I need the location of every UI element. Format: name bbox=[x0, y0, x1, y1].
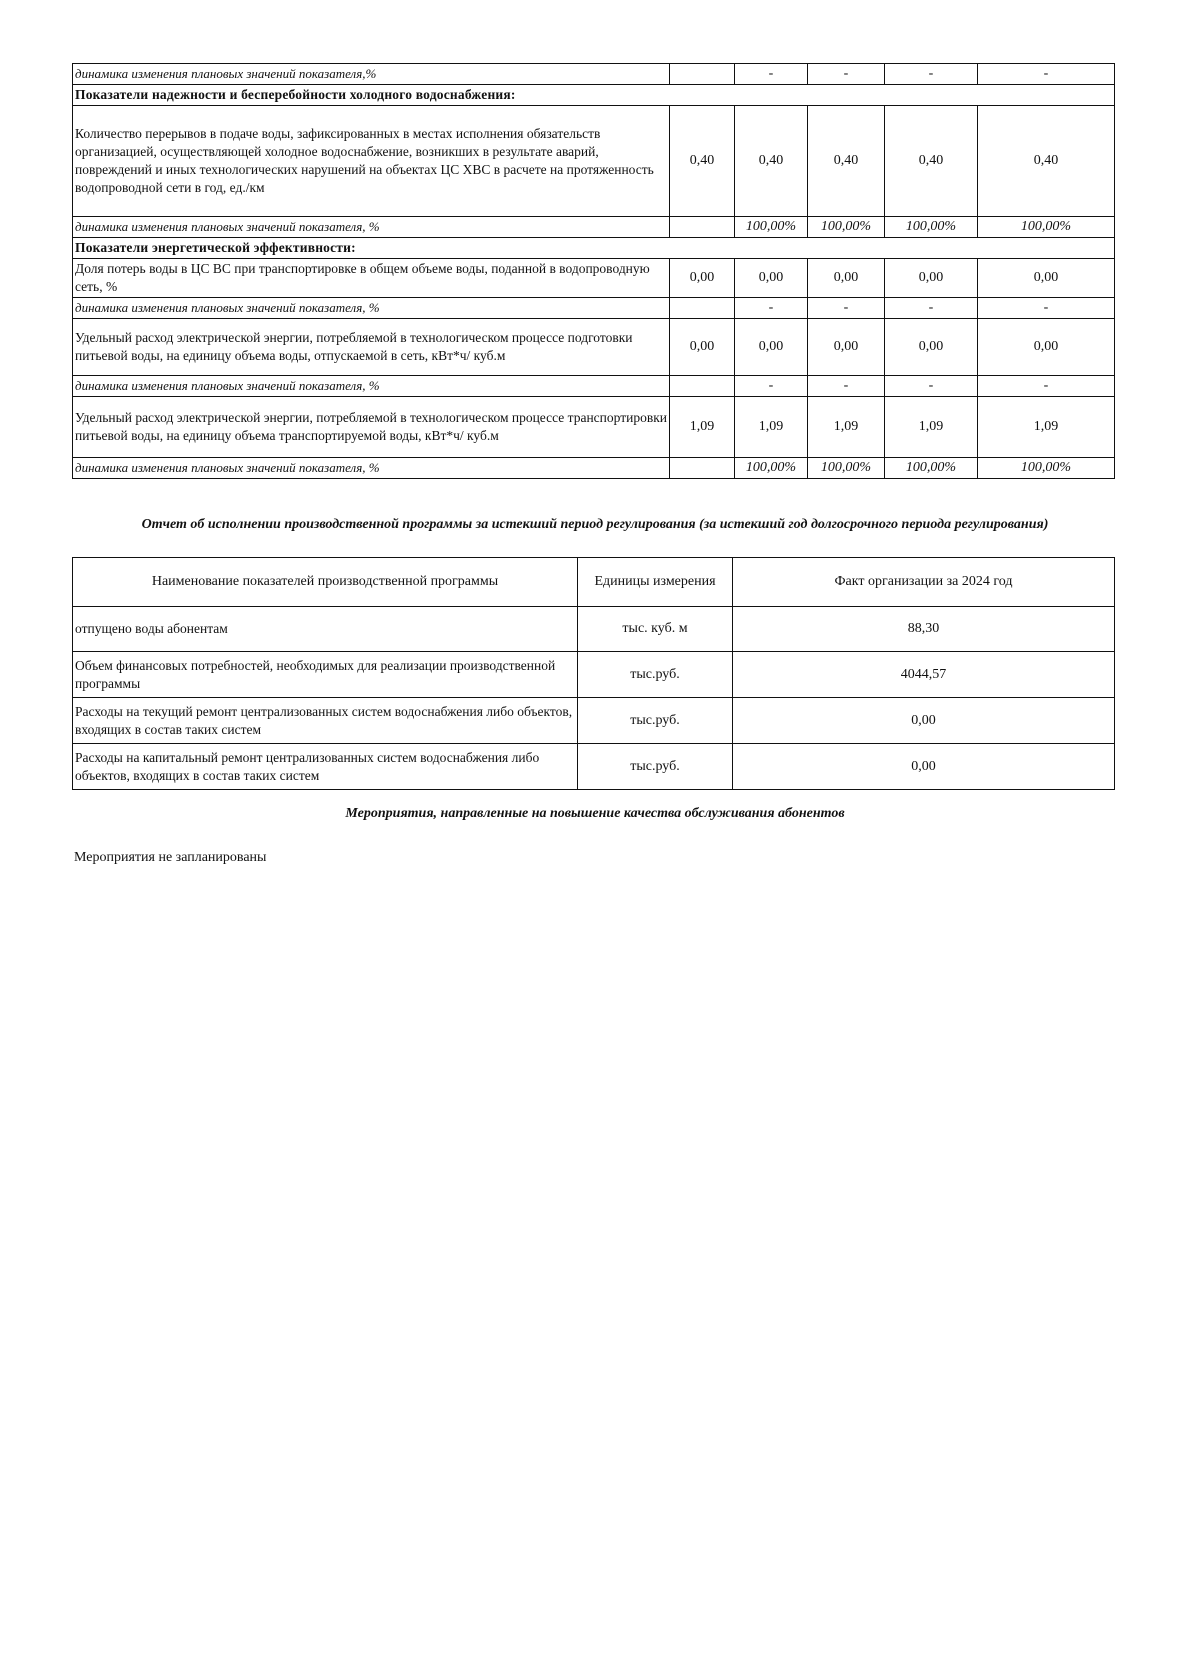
value-cell: 0,00 bbox=[978, 259, 1115, 298]
value-cell: - bbox=[978, 298, 1115, 319]
indicator-row bbox=[73, 259, 1115, 298]
value-cell: 0,40 bbox=[735, 106, 808, 217]
value-cell: 100,00% bbox=[735, 217, 808, 238]
row-label: динамика изменения плановых значений показателя, % bbox=[73, 217, 670, 238]
section-heading-reliability: Показатели надежности и бесперебойности холодного водоснабжения: bbox=[73, 85, 1115, 106]
section-heading-energy: Показатели энергетической эффективности: bbox=[73, 238, 1115, 259]
dynamics-row bbox=[73, 458, 1115, 479]
value-cell: 0,00 bbox=[670, 319, 735, 376]
fact-cell: 0,00 bbox=[733, 698, 1115, 744]
value-cell: 1,09 bbox=[808, 397, 885, 458]
indicator-name: Расходы на текущий ремонт централизованных систем водоснабжения либо объектов, входящих в состав таких систем bbox=[73, 698, 578, 744]
indicator-label: Количество перерывов в подаче воды, зафиксированных в местах исполнения обязательств организацией, осуществляющей холодное водоснабжение, возникших в результате аварий, повреждений и иных технологических нарушений на объектах ЦС ХВС в расчете на протяженность водопроводной сети в год, ед./км bbox=[73, 106, 670, 217]
header-fact: Факт организации за 2024 год bbox=[733, 558, 1115, 607]
value-cell: 0,00 bbox=[978, 319, 1115, 376]
indicator-name: отпущено воды абонентам bbox=[73, 607, 578, 652]
value-cell: 0,40 bbox=[978, 106, 1115, 217]
value-cell: 0,40 bbox=[670, 106, 735, 217]
unit-cell: тыс.руб. bbox=[578, 652, 733, 698]
value-cell: 0,00 bbox=[885, 319, 978, 376]
value-cell: - bbox=[735, 64, 808, 85]
indicator-label: Удельный расход электрической энергии, потребляемой в технологическом процессе транспортировки питьевой воды, на единицу объема транспортируемой воды, кВт*ч/ куб.м bbox=[73, 397, 670, 458]
measures-title: Мероприятия, направленные на повышение качества обслуживания абонентов bbox=[345, 806, 845, 821]
value-cell: 0,40 bbox=[808, 106, 885, 217]
indicators-table bbox=[72, 63, 1115, 479]
value-cell: - bbox=[735, 298, 808, 319]
value-cell: 100,00% bbox=[735, 458, 808, 479]
value-cell: - bbox=[808, 64, 885, 85]
dynamics-row bbox=[73, 298, 1115, 319]
value-cell: 0,00 bbox=[670, 259, 735, 298]
value-cell: 0,00 bbox=[808, 259, 885, 298]
value-cell: 100,00% bbox=[808, 458, 885, 479]
row-label: динамика изменения плановых значений показателя,% bbox=[73, 64, 670, 85]
dynamics-row bbox=[73, 217, 1115, 238]
row-label: динамика изменения плановых значений показателя, % bbox=[73, 458, 670, 479]
value-cell: 100,00% bbox=[978, 217, 1115, 238]
value-cell bbox=[670, 217, 735, 238]
value-cell: 0,00 bbox=[735, 319, 808, 376]
header-indicator-name: Наименование показателей производственной программы bbox=[73, 558, 578, 607]
indicator-label: Доля потерь воды в ЦС ВС при транспортировке в общем объеме воды, поданной в водопроводную сеть, % bbox=[73, 259, 670, 298]
value-cell: - bbox=[885, 376, 978, 397]
value-cell: - bbox=[808, 376, 885, 397]
value-cell bbox=[670, 458, 735, 479]
value-cell: 0,00 bbox=[808, 319, 885, 376]
header-units: Единицы измерения bbox=[578, 558, 733, 607]
fact-cell: 88,30 bbox=[733, 607, 1115, 652]
table-header-row bbox=[73, 558, 1115, 607]
value-cell: 1,09 bbox=[735, 397, 808, 458]
section-header-row bbox=[73, 238, 1115, 259]
value-cell: - bbox=[885, 64, 978, 85]
value-cell: 0,00 bbox=[885, 259, 978, 298]
dynamics-row bbox=[73, 376, 1115, 397]
row-label: динамика изменения плановых значений показателя, % bbox=[73, 298, 670, 319]
value-cell: 100,00% bbox=[978, 458, 1115, 479]
value-cell: 100,00% bbox=[885, 458, 978, 479]
value-cell: 0,00 bbox=[735, 259, 808, 298]
value-cell bbox=[670, 64, 735, 85]
indicator-row bbox=[73, 397, 1115, 458]
value-cell: 1,09 bbox=[670, 397, 735, 458]
table-row bbox=[73, 607, 1115, 652]
production-program-report-table bbox=[72, 557, 1115, 790]
value-cell: - bbox=[885, 298, 978, 319]
dynamics-row bbox=[73, 64, 1115, 85]
indicator-label: Удельный расход электрической энергии, потребляемой в технологическом процессе подготовки питьевой воды, на единицу объема воды, отпускаемой в сеть, кВт*ч/ куб.м bbox=[73, 319, 670, 376]
fact-cell: 4044,57 bbox=[733, 652, 1115, 698]
indicator-name: Расходы на капитальный ремонт централизованных систем водоснабжения либо объектов, входящих в состав таких систем bbox=[73, 744, 578, 790]
report-title: Отчет об исполнении производственной программы за истекший период регулирования (за истекший год долгосрочного периода регулирования) bbox=[141, 517, 1049, 532]
measures-text: Мероприятия не запланированы bbox=[74, 850, 267, 865]
unit-cell: тыс. куб. м bbox=[578, 607, 733, 652]
indicator-row bbox=[73, 106, 1115, 217]
indicator-name: Объем финансовых потребностей, необходимых для реализации производственной программы bbox=[73, 652, 578, 698]
table-row bbox=[73, 698, 1115, 744]
value-cell: 100,00% bbox=[808, 217, 885, 238]
value-cell: - bbox=[978, 376, 1115, 397]
row-label: динамика изменения плановых значений показателя, % bbox=[73, 376, 670, 397]
table-row bbox=[73, 652, 1115, 698]
value-cell: 1,09 bbox=[885, 397, 978, 458]
value-cell: - bbox=[735, 376, 808, 397]
value-cell bbox=[670, 298, 735, 319]
table-row bbox=[73, 744, 1115, 790]
unit-cell: тыс.руб. bbox=[578, 698, 733, 744]
fact-cell: 0,00 bbox=[733, 744, 1115, 790]
value-cell: - bbox=[978, 64, 1115, 85]
unit-cell: тыс.руб. bbox=[578, 744, 733, 790]
value-cell: 100,00% bbox=[885, 217, 978, 238]
value-cell: - bbox=[808, 298, 885, 319]
indicator-row bbox=[73, 319, 1115, 376]
section-header-row bbox=[73, 85, 1115, 106]
value-cell: 1,09 bbox=[978, 397, 1115, 458]
value-cell bbox=[670, 376, 735, 397]
value-cell: 0,40 bbox=[885, 106, 978, 217]
